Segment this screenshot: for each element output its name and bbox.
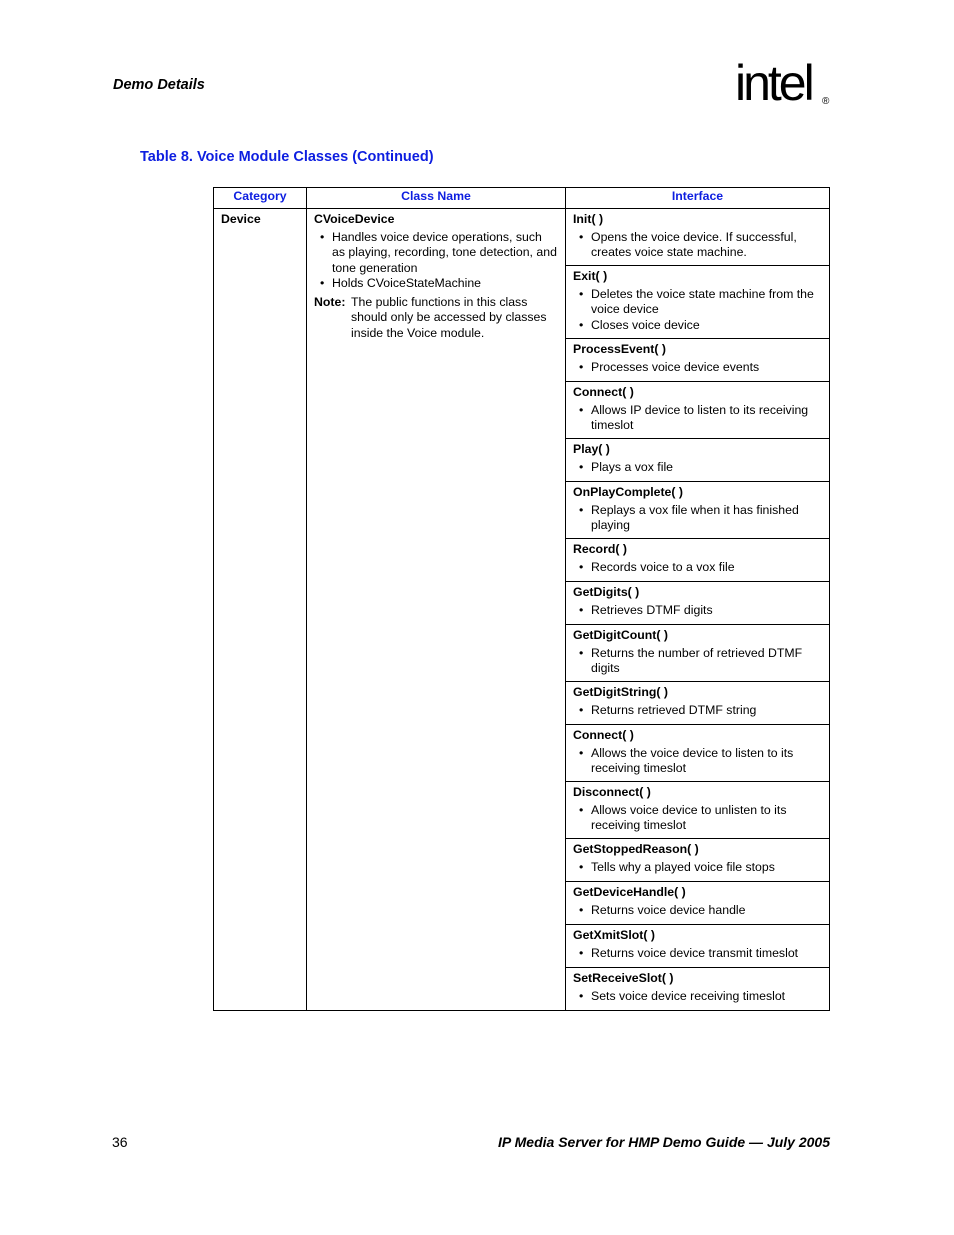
interface-bullet-list	[573, 560, 822, 576]
list-item: • Opens the voice device. If successful, creates voice state machine.	[591, 230, 822, 261]
list-item: • Processes voice device events	[591, 360, 822, 376]
list-item: • Plays a vox file	[591, 460, 822, 476]
column-header-interface: Interface	[566, 188, 830, 209]
list-item: • Deletes the voice state machine from the voice device	[591, 287, 822, 318]
interface-bullet-list	[573, 603, 822, 619]
class-name: CVoiceDevice	[314, 212, 395, 226]
class-cell	[307, 209, 566, 1011]
interface-cell	[566, 209, 830, 266]
list-item: • Returns retrieved DTMF string	[591, 703, 822, 719]
interface-cell	[566, 782, 830, 839]
list-item: • Allows voice device to unlisten to its receiving timeslot	[591, 803, 822, 834]
class-note	[314, 295, 558, 342]
interface-name: Init( )	[573, 212, 604, 226]
interface-bullet-list	[573, 646, 822, 677]
interface-name: Record( )	[573, 542, 627, 556]
interface-cell	[566, 725, 830, 782]
column-header-class-name: Class Name	[307, 188, 566, 209]
list-item: • Tells why a played voice file stops	[591, 860, 822, 876]
interface-cell	[566, 382, 830, 439]
interface-cell	[566, 625, 830, 682]
category-cell: Device	[214, 209, 307, 1011]
list-item: • Holds CVoiceStateMachine	[332, 276, 558, 292]
list-item: • Allows the voice device to listen to its receiving timeslot	[591, 746, 822, 777]
interface-cell	[566, 266, 830, 339]
class-bullet-list	[314, 230, 558, 292]
interface-name: GetStoppedReason( )	[573, 842, 699, 856]
list-item: • Retrieves DTMF digits	[591, 603, 822, 619]
list-item: • Allows IP device to listen to its receiving timeslot	[591, 403, 822, 434]
list-item: • Records voice to a vox file	[591, 560, 822, 576]
table-header-row	[214, 188, 830, 209]
interface-bullet-list	[573, 946, 822, 962]
interface-cell	[566, 482, 830, 539]
interface-name: GetDigitCount( )	[573, 628, 668, 642]
interface-name: GetDigits( )	[573, 585, 640, 599]
interface-name: ProcessEvent( )	[573, 342, 666, 356]
interface-bullet-list	[573, 803, 822, 834]
interface-bullet-list	[573, 287, 822, 334]
voice-module-classes-table	[213, 187, 830, 1011]
interface-bullet-list	[573, 230, 822, 261]
interface-name: GetDigitString( )	[573, 685, 668, 699]
list-item: • Returns voice device transmit timeslot	[591, 946, 822, 962]
interface-cell	[566, 582, 830, 625]
interface-cell	[566, 339, 830, 382]
footer-doc-title: IP Media Server for HMP Demo Guide — July 2005	[498, 1134, 830, 1150]
interface-name: GetDeviceHandle( )	[573, 885, 686, 899]
interface-bullet-list	[573, 746, 822, 777]
list-item: • Handles voice device operations, such as playing, recording, tone detection, and tone generation	[332, 230, 558, 277]
interface-name: Play( )	[573, 442, 610, 456]
note-label: Note:	[314, 294, 346, 309]
list-item: • Replays a vox file when it has finished playing	[591, 503, 822, 534]
logo-text: intel	[735, 56, 812, 111]
interface-bullet-list	[573, 903, 822, 919]
interface-cell	[566, 882, 830, 925]
interface-name: Disconnect( )	[573, 785, 651, 799]
interface-bullet-list	[573, 989, 822, 1005]
interface-name: GetXmitSlot( )	[573, 928, 655, 942]
table-caption: Table 8. Voice Module Classes (Continued)	[140, 149, 434, 165]
interface-bullet-list	[573, 460, 822, 476]
section-title: Demo Details	[113, 77, 205, 93]
list-item: • Sets voice device receiving timeslot	[591, 989, 822, 1005]
column-header-category: Category	[214, 188, 307, 209]
interface-cell	[566, 439, 830, 482]
intel-logo	[735, 56, 835, 118]
interface-name: Exit( )	[573, 269, 608, 283]
logo-registered-mark: ®	[822, 96, 830, 107]
interface-cell	[566, 968, 830, 1011]
interface-bullet-list	[573, 503, 822, 534]
interface-cell	[566, 682, 830, 725]
table-row	[214, 209, 830, 266]
interface-cell	[566, 539, 830, 582]
page-number: 36	[112, 1134, 128, 1150]
note-text: The public functions in this class should only be accessed by classes inside the Voice module.	[351, 294, 547, 340]
list-item: • Closes voice device	[591, 318, 822, 334]
interface-bullet-list	[573, 860, 822, 876]
interface-cell	[566, 925, 830, 968]
interface-bullet-list	[573, 703, 822, 719]
table-body	[214, 209, 830, 1011]
interface-name: SetReceiveSlot( )	[573, 971, 674, 985]
interface-name: OnPlayComplete( )	[573, 485, 684, 499]
interface-cell	[566, 839, 830, 882]
list-item: • Returns voice device handle	[591, 903, 822, 919]
list-item: • Returns the number of retrieved DTMF digits	[591, 646, 822, 677]
interface-name: Connect( )	[573, 385, 634, 399]
interface-bullet-list	[573, 360, 822, 376]
interface-bullet-list	[573, 403, 822, 434]
interface-name: Connect( )	[573, 728, 634, 742]
